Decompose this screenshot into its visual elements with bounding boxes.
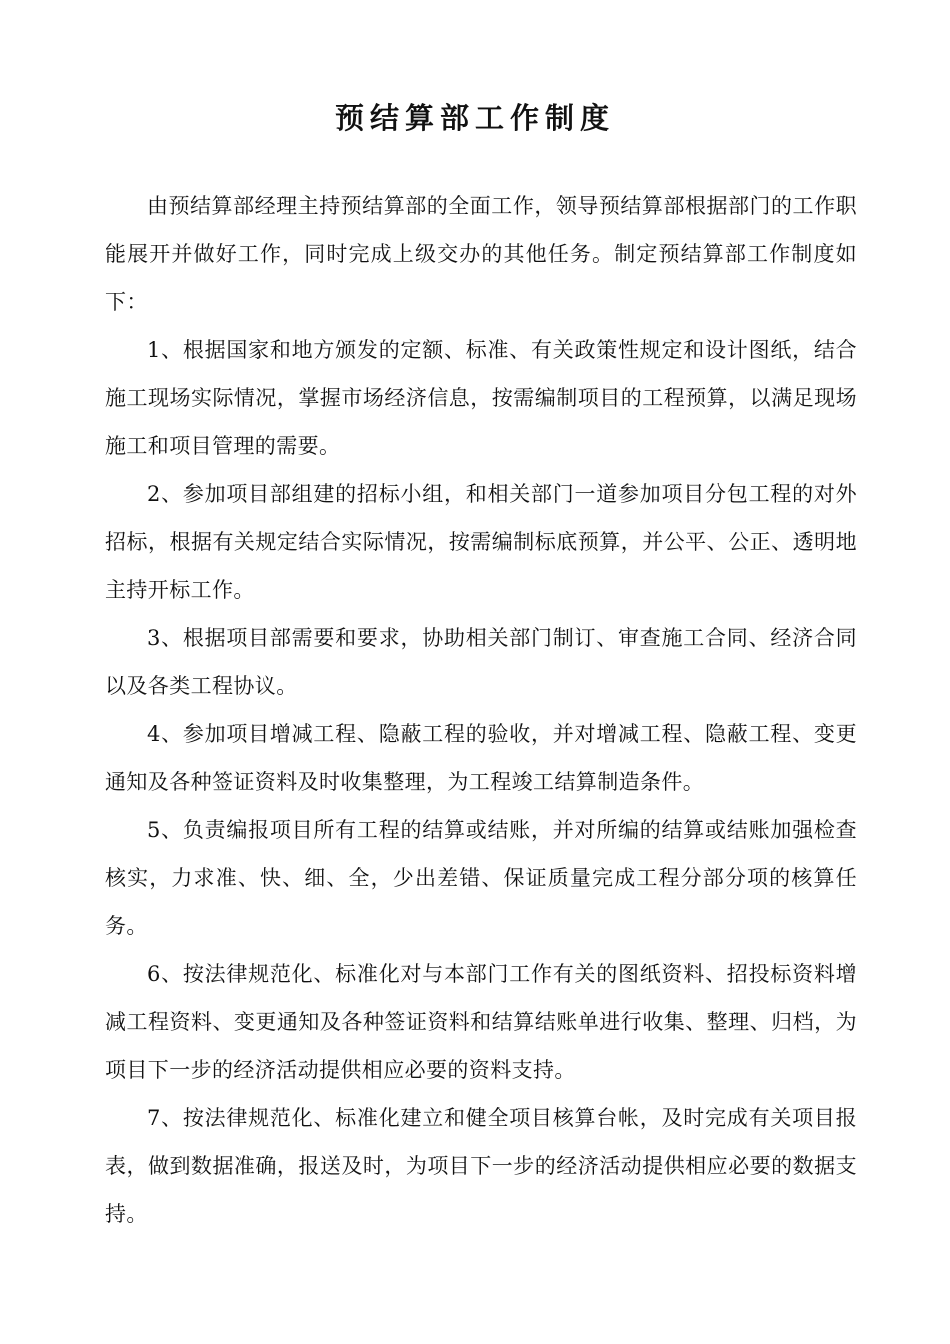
document-body xyxy=(105,182,857,1238)
rule-paragraph-1: 1、根据国家和地方颁发的定额、标准、有关政策性规定和设计图纸，结合施工现场实际情况，掌握市场经济信息，按需编制项目的工程预算，以满足现场施工和项目管理的需要。 xyxy=(105,338,857,458)
rule-paragraph-4: 4、参加项目增减工程、隐蔽工程的验收，并对增减工程、隐蔽工程、变更通知及各种签证资料及时收集整理，为工程竣工结算制造条件。 xyxy=(105,722,857,794)
rule-paragraph-6: 6、按法律规范化、标准化对与本部门工作有关的图纸资料、招投标资料增减工程资料、变更通知及各种签证资料和结算结账单进行收集、整理、归档，为项目下一步的经济活动提供相应必要的资料支持。 xyxy=(105,962,857,1082)
document-title: 预结算部工作制度 xyxy=(334,101,615,135)
rule-paragraph-5: 5、负责编报项目所有工程的结算或结账，并对所编的结算或结账加强检查核实，力求准、快、细、全，少出差错、保证质量完成工程分部分项的核算任务。 xyxy=(105,818,857,938)
rule-paragraph-2: 2、参加项目部组建的招标小组，和相关部门一道参加项目分包工程的对外招标，根据有关规定结合实际情况，按需编制标底预算，并公平、公正、透明地主持开标工作。 xyxy=(105,482,857,602)
rule-paragraph-7: 7、按法律规范化、标准化建立和健全项目核算台帐，及时完成有关项目报表，做到数据准确，报送及时，为项目下一步的经济活动提供相应必要的数据支持。 xyxy=(105,1106,857,1226)
intro-paragraph: 由预结算部经理主持预结算部的全面工作，领导预结算部根据部门的工作职能展开并做好工作，同时完成上级交办的其他任务。制定预结算部工作制度如下： xyxy=(105,194,857,314)
rule-paragraph-3: 3、根据项目部需要和要求，协助相关部门制订、审查施工合同、经济合同以及各类工程协议。 xyxy=(105,626,857,698)
